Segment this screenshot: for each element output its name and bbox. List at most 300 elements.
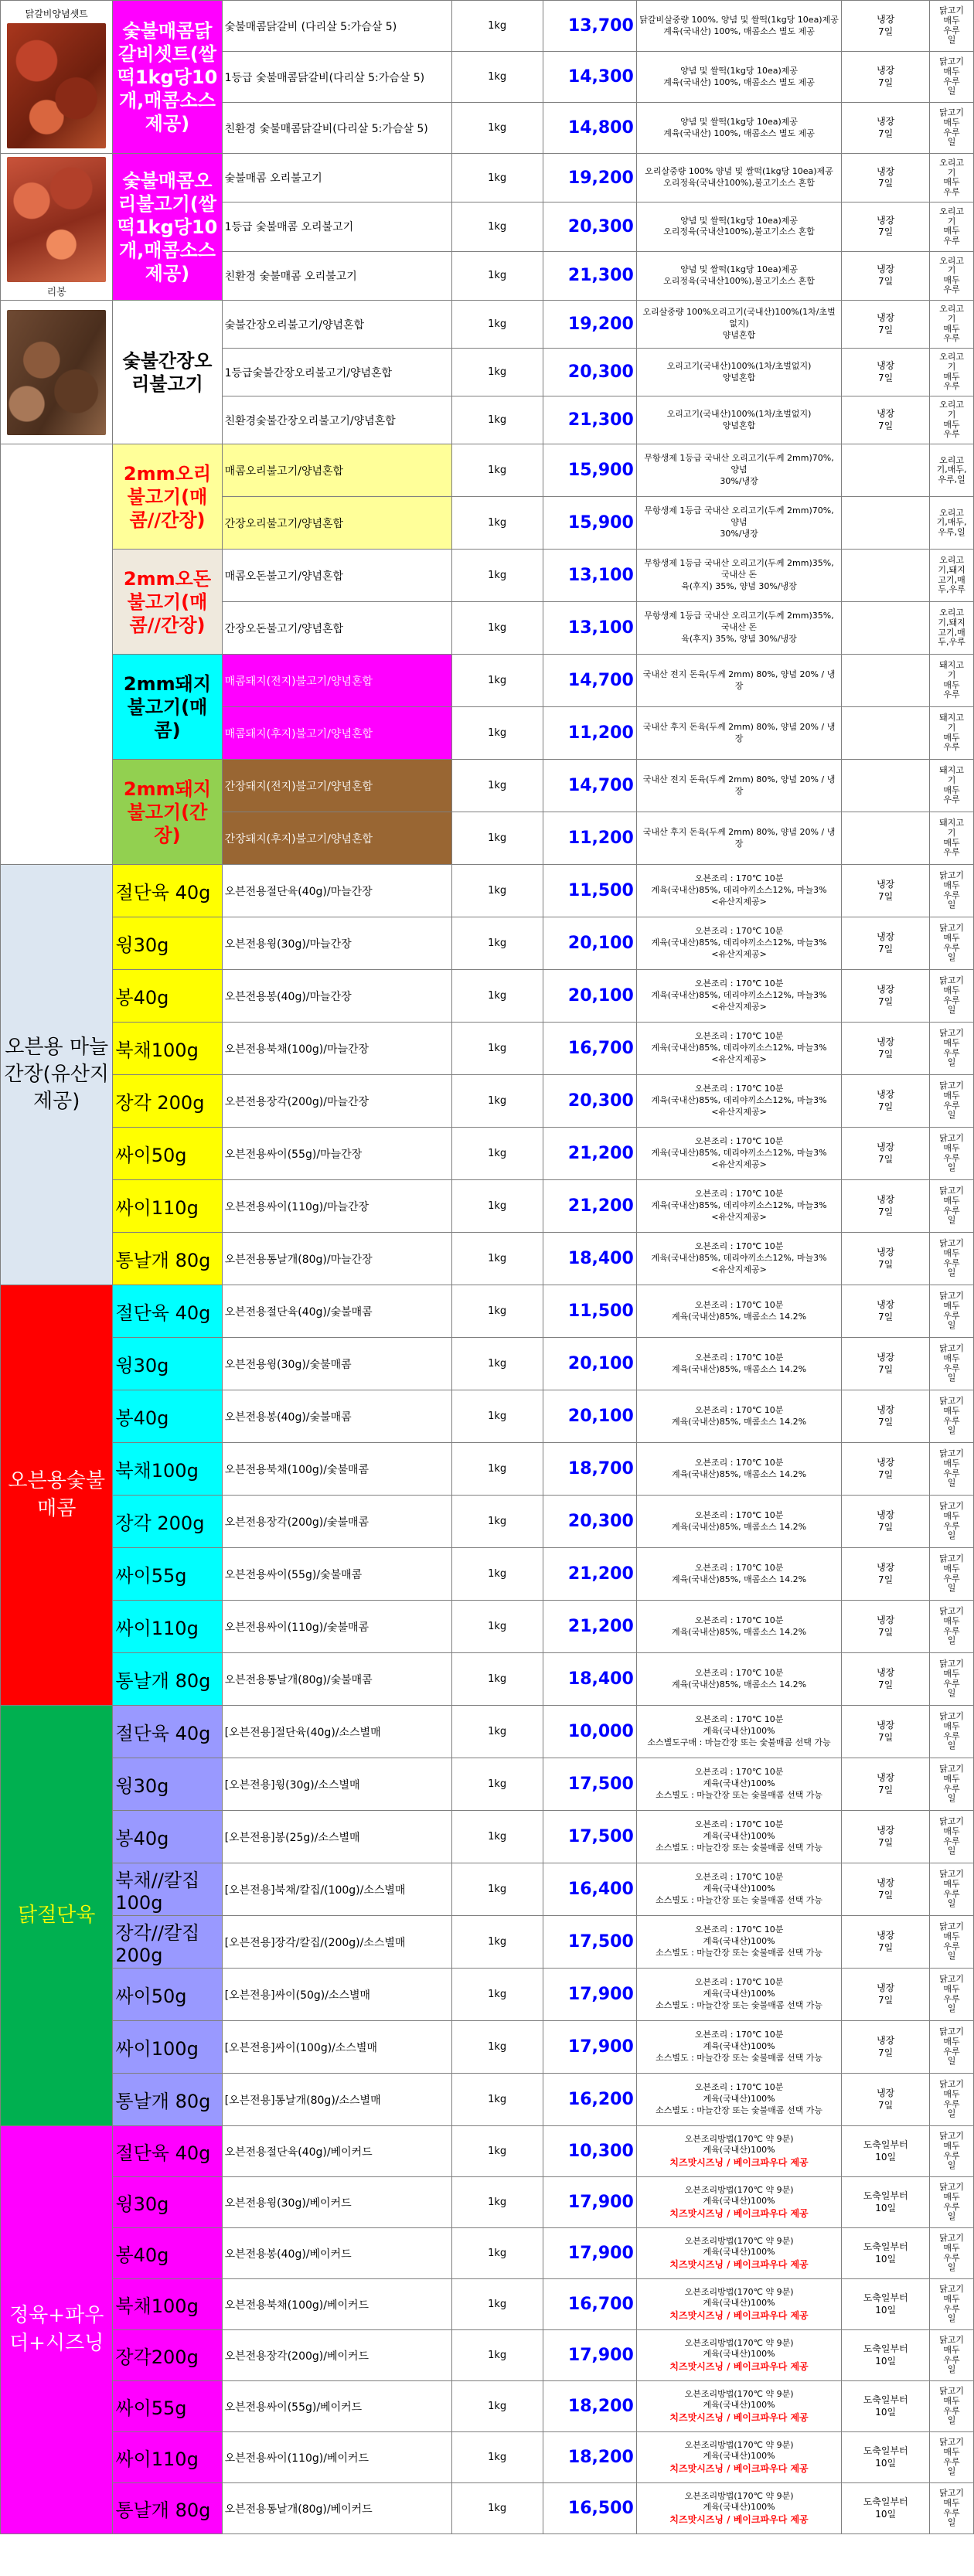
allergen-note: 돼지고 기 매두 우루 xyxy=(930,812,974,865)
description xyxy=(636,2021,841,2074)
product-name: 매콤오돈불고기/양념혼합 xyxy=(222,550,451,602)
storage xyxy=(842,602,930,655)
allergen-note: 닭고기 매두 우루 일 xyxy=(930,1285,974,1338)
price: 20,100 xyxy=(543,970,636,1023)
description-text: 오븐조리 : 170℃ 10분 계육(국내산)100% 소스별도 : 마늘간장 또는 숯불매콤 선택 가능 xyxy=(656,2082,823,2115)
weight: 1kg xyxy=(451,1180,543,1233)
table-row xyxy=(1,1601,974,1653)
cut-size: 장각 200g xyxy=(113,1496,222,1548)
description-text: 오븐조리 : 170℃ 10분 계육(국내산)85%, 매콤소스 14.2% xyxy=(671,1299,807,1322)
weight: 1kg xyxy=(451,2483,543,2534)
marinated-duck-photo xyxy=(7,157,106,282)
allergen-note: 닭고기 매두 우루 일 xyxy=(930,1706,974,1758)
group-label: 닭절단육 xyxy=(1,1706,113,2126)
cut-size: 절단육 40g xyxy=(113,1285,222,1338)
product-name: [오븐전용]싸이(100g)/소스별매 xyxy=(222,2021,451,2074)
allergen-note: 오리고 기 매두 우루 xyxy=(930,396,974,444)
description-text: 오븐조리 : 170℃ 10분 계육(국내산)100% 소스별도 : 마늘간장 또는 숯불매콤 선택 가능 xyxy=(656,1767,823,1800)
allergen-note: 닭고기 매두 우루 일 xyxy=(930,1233,974,1285)
cut-size: 절단육 40g xyxy=(113,1706,222,1758)
cut-size: 통날개 80g xyxy=(113,1653,222,1706)
storage: 도축일부터 10일 xyxy=(842,2126,930,2177)
description xyxy=(636,1496,841,1548)
product-name: 오븐전용절단육(40g)/베이커드 xyxy=(222,2126,451,2177)
product-name: 오븐전용윙(30g)/숯불매콤 xyxy=(222,1338,451,1390)
allergen-note: 닭고기 매두 우루 일 xyxy=(930,2074,974,2126)
description-text: 오븐조리 : 170℃ 10분 계육(국내산)85%, 매콤소스 14.2% xyxy=(671,1457,807,1479)
allergen-note: 돼지고 기 매두 우루 xyxy=(930,655,974,707)
description-text: 오븐조리 : 170℃ 10분 계육(국내산)85%, 매콤소스 14.2% xyxy=(671,1404,807,1427)
price: 18,200 xyxy=(543,2432,636,2483)
product-name: 오븐전용윙(30g)/베이커드 xyxy=(222,2177,451,2228)
product-photo-cell xyxy=(1,1,113,154)
cut-size: 북채100g xyxy=(113,1443,222,1496)
price: 14,300 xyxy=(543,52,636,103)
seasoning-note: 치즈맛시즈닝 / 베이크파우다 제공 xyxy=(669,2208,809,2220)
cut-size: 봉40g xyxy=(113,2228,222,2279)
table-row xyxy=(1,1653,974,1706)
description-text: 오븐조리방법(170℃ 약 9분) 계육(국내산)100% xyxy=(684,2337,794,2360)
weight: 1kg xyxy=(451,1653,543,1706)
description xyxy=(636,1653,841,1706)
description xyxy=(636,1233,841,1285)
description: 국내산 전지 돈육(두께 2mm) 80%, 양념 20% / 냉장 xyxy=(636,655,841,707)
allergen-note: 오리고 기 매두 우루 xyxy=(930,301,974,349)
allergen-note: 닭고기 매두 우루 일 xyxy=(930,1548,974,1601)
description xyxy=(636,1338,841,1390)
product-name: 오븐전용절단육(40g)/마늘간장 xyxy=(222,865,451,917)
product-name: [오븐전용]윙(30g)/소스별매 xyxy=(222,1758,451,1811)
storage: 냉장 7일 xyxy=(842,1653,930,1706)
table-row xyxy=(1,1496,974,1548)
weight: 1kg xyxy=(451,1128,543,1180)
storage xyxy=(842,550,930,602)
allergen-note: 오리고 기 매두 우루 xyxy=(930,251,974,300)
storage: 냉장 7일 xyxy=(842,1338,930,1390)
storage: 냉장 7일 xyxy=(842,301,930,349)
price: 17,900 xyxy=(543,2228,636,2279)
weight: 1kg xyxy=(451,812,543,865)
weight: 1kg xyxy=(451,602,543,655)
allergen-note: 오리고 기 매두 우루 xyxy=(930,202,974,251)
storage: 냉장 7일 xyxy=(842,917,930,970)
storage: 냉장 7일 xyxy=(842,396,930,444)
storage: 냉장 7일 xyxy=(842,52,930,103)
storage: 냉장 7일 xyxy=(842,2021,930,2074)
weight: 1kg xyxy=(451,349,543,396)
price: 20,300 xyxy=(543,202,636,251)
price: 13,100 xyxy=(543,602,636,655)
description: 닭갈비살중량 100%, 양념 및 쌀떡(1kg당 10ea)제공 계육(국내산) 100%, 매콤소스 별도 제공 xyxy=(636,1,841,52)
allergen-note: 닭고기 매두 우루 일 xyxy=(930,1338,974,1390)
storage: 냉장 7일 xyxy=(842,1548,930,1601)
allergen-note: 오리고 기,돼지 고기,매 두,우루 xyxy=(930,602,974,655)
table-row xyxy=(1,1075,974,1128)
soy-duck-photo xyxy=(7,310,106,435)
weight: 1kg xyxy=(451,52,543,103)
allergen-note: 돼지고 기 매두 우루 xyxy=(930,760,974,812)
product-name: 간장돼지(전지)불고기/양념혼합 xyxy=(222,760,451,812)
price: 17,500 xyxy=(543,1916,636,1969)
category-label: 2mm오리불고기(매콤//간장) xyxy=(113,444,222,550)
product-name: 오븐전용싸이(55g)/마늘간장 xyxy=(222,1128,451,1180)
product-name: 친환경 숯불매콤닭갈비(다리살 5:가슴살 5) xyxy=(222,103,451,154)
description xyxy=(636,1023,841,1075)
description xyxy=(636,1863,841,1916)
table-row xyxy=(1,1338,974,1390)
product-name: 오븐전용싸이(110g)/숯불매콤 xyxy=(222,1601,451,1653)
storage: 도축일부터 10일 xyxy=(842,2177,930,2228)
cut-size: 장각200g xyxy=(113,2330,222,2381)
cut-size: 싸이55g xyxy=(113,2381,222,2432)
description-text: 오븐조리 : 170℃ 10분 계육(국내산)85%, 데리야끼소스12%, 마늘3% <유산지제공> xyxy=(651,1241,827,1274)
weight: 1kg xyxy=(451,1916,543,1969)
storage: 냉장 7일 xyxy=(842,1128,930,1180)
price: 21,200 xyxy=(543,1128,636,1180)
description: 무항생제 1등급 국내산 오리고기(두께 2mm)35%, 국내산 돈 육(후지) 35%, 양념 30%/냉장 xyxy=(636,602,841,655)
price: 15,900 xyxy=(543,497,636,550)
storage: 냉장 7일 xyxy=(842,1863,930,1916)
description xyxy=(636,917,841,970)
table-row xyxy=(1,2432,974,2483)
storage: 도축일부터 10일 xyxy=(842,2432,930,2483)
description xyxy=(636,1811,841,1863)
cut-size: 북채100g xyxy=(113,2279,222,2330)
allergen-note: 닭고기 매두 우루 일 xyxy=(930,2330,974,2381)
product-name: 오븐전용봉(40g)/마늘간장 xyxy=(222,970,451,1023)
allergen-note: 닭고기 매두 우루 일 xyxy=(930,2279,974,2330)
allergen-note: 오리고 기,매두, 우루,일 xyxy=(930,444,974,497)
description xyxy=(636,865,841,917)
description: 양념 및 쌀떡(1kg당 10ea)제공 오리정육(국내산100%),불고기소스 혼합 xyxy=(636,202,841,251)
product-name: 오븐전용통날개(80g)/마늘간장 xyxy=(222,1233,451,1285)
allergen-note: 닭고기 매두 우루 일 xyxy=(930,917,974,970)
description xyxy=(636,2126,841,2177)
table-row xyxy=(1,1023,974,1075)
description-text: 오븐조리 : 170℃ 10분 계육(국내산)100% 소스별도 : 마늘간장 또는 숯불매콤 선택 가능 xyxy=(656,1977,823,2010)
cut-size: 북채//칼집100g xyxy=(113,1863,222,1916)
table-row xyxy=(1,2330,974,2381)
allergen-note: 닭고기 매두 우루 일 xyxy=(930,1916,974,1969)
price: 20,300 xyxy=(543,1075,636,1128)
product-name: 오븐전용싸이(110g)/마늘간장 xyxy=(222,1180,451,1233)
product-photo-cell xyxy=(1,301,113,444)
weight: 1kg xyxy=(451,497,543,550)
group-label: 오븐용숯불매콤 xyxy=(1,1285,113,1706)
cut-size: 절단육 40g xyxy=(113,865,222,917)
description-text: 오븐조리 : 170℃ 10분 계육(국내산)85%, 데리야끼소스12%, 마늘3% <유산지제공> xyxy=(651,1031,827,1064)
side-note: 리봉 xyxy=(46,287,66,298)
product-name: 오븐전용봉(40g)/숯불매콤 xyxy=(222,1390,451,1443)
weight: 1kg xyxy=(451,1075,543,1128)
description xyxy=(636,1128,841,1180)
price: 17,500 xyxy=(543,1811,636,1863)
seasoning-note: 치즈맛시즈닝 / 베이크파우다 제공 xyxy=(669,2259,809,2271)
table-row xyxy=(1,970,974,1023)
cut-size: 싸이110g xyxy=(113,2432,222,2483)
product-name: 1등급 숯불매콤닭갈비(다리살 5:가슴살 5) xyxy=(222,52,451,103)
product-name: 오븐전용북채(100g)/숯불매콤 xyxy=(222,1443,451,1496)
table-row xyxy=(1,2021,974,2074)
price: 20,100 xyxy=(543,1390,636,1443)
storage xyxy=(842,707,930,760)
category-label: 2mm돼지불고기(간장) xyxy=(113,760,222,865)
price: 17,500 xyxy=(543,1758,636,1811)
description-text: 오븐조리방법(170℃ 약 9분) 계육(국내산)100% xyxy=(684,2286,794,2309)
product-name: 오븐전용장각(200g)/마늘간장 xyxy=(222,1075,451,1128)
weight: 1kg xyxy=(451,1548,543,1601)
allergen-note: 닭고기 매두 우루 일 xyxy=(930,1128,974,1180)
top-left-note: 닭갈비양념셋트 xyxy=(25,9,88,19)
description-text: 오븐조리 : 170℃ 10분 계육(국내산)85%, 매콤소스 14.2% xyxy=(671,1509,807,1532)
price: 17,900 xyxy=(543,2021,636,2074)
description: 오리고기(국내산)100%(1차/초벌없지) 양념혼합 xyxy=(636,396,841,444)
storage: 냉장 7일 xyxy=(842,1285,930,1338)
description-text: 오븐조리 : 170℃ 10분 계육(국내산)85%, 데리야끼소스12%, 마늘3% <유산지제공> xyxy=(651,978,827,1012)
product-name: 친환경숯불간장오리불고기/양념혼합 xyxy=(222,396,451,444)
weight: 1kg xyxy=(451,1811,543,1863)
description-text: 오븐조리 : 170℃ 10분 계육(국내산)85%, 데리야끼소스12%, 마늘3% <유산지제공> xyxy=(651,1084,827,1117)
product-name: 매콤돼지(전지)불고기/양념혼합 xyxy=(222,655,451,707)
weight: 1kg xyxy=(451,865,543,917)
storage: 냉장 7일 xyxy=(842,202,930,251)
marinated-chicken-photo xyxy=(7,23,106,148)
table-row xyxy=(1,2177,974,2228)
storage: 냉장 7일 xyxy=(842,1496,930,1548)
price: 21,300 xyxy=(543,396,636,444)
seasoning-note: 치즈맛시즈닝 / 베이크파우다 제공 xyxy=(669,2463,809,2475)
price: 19,200 xyxy=(543,301,636,349)
group-label: 오븐용 마늘간장(유산지제공) xyxy=(1,865,113,1285)
weight: 1kg xyxy=(451,2381,543,2432)
description-text: 오븐조리 : 170℃ 10분 계육(국내산)85%, 매콤소스 14.2% xyxy=(671,1352,807,1374)
storage: 냉장 7일 xyxy=(842,1075,930,1128)
price: 21,200 xyxy=(543,1180,636,1233)
price: 14,800 xyxy=(543,103,636,154)
description xyxy=(636,1180,841,1233)
storage: 냉장 7일 xyxy=(842,1706,930,1758)
description xyxy=(636,2381,841,2432)
product-name: 오븐전용싸이(55g)/숯불매콤 xyxy=(222,1548,451,1601)
price: 10,300 xyxy=(543,2126,636,2177)
allergen-note: 닭고기 매두 우루 일 xyxy=(930,1496,974,1548)
description-text: 오븐조리 : 170℃ 10분 계육(국내산)100% 소스별도구매 : 마늘간장 또는 숯불매콤 선택 가능 xyxy=(647,1714,831,1747)
weight: 1kg xyxy=(451,1390,543,1443)
allergen-note: 닭고기 매두 우루 일 xyxy=(930,865,974,917)
description xyxy=(636,2330,841,2381)
price: 20,100 xyxy=(543,1338,636,1390)
allergen-note: 닭고기 매두 우루 일 xyxy=(930,1601,974,1653)
allergen-note: 닭고기 매두 우루 일 xyxy=(930,970,974,1023)
table-row xyxy=(1,1180,974,1233)
table-row xyxy=(1,2381,974,2432)
description: 국내산 후지 돈육(두께 2mm) 80%, 양념 20% / 냉장 xyxy=(636,707,841,760)
table-row xyxy=(1,1969,974,2021)
allergen-note: 오리고 기 매두 우루 xyxy=(930,349,974,396)
storage: 냉장 7일 xyxy=(842,1443,930,1496)
table-row xyxy=(1,1863,974,1916)
allergen-note: 닭고기 매두 우루 일 xyxy=(930,1075,974,1128)
price: 18,400 xyxy=(543,1233,636,1285)
allergen-note: 닭고기 매두 우루 일 xyxy=(930,1969,974,2021)
price: 17,900 xyxy=(543,2330,636,2381)
table-row xyxy=(1,1758,974,1811)
description: 국내산 전지 돈육(두께 2mm) 80%, 양념 20% / 냉장 xyxy=(636,760,841,812)
cut-size: 싸이50g xyxy=(113,1969,222,2021)
category-label: 숯불간장오리불고기 xyxy=(113,301,222,444)
weight: 1kg xyxy=(451,1863,543,1916)
storage: 도축일부터 10일 xyxy=(842,2279,930,2330)
weight: 1kg xyxy=(451,301,543,349)
description: 양념 및 쌀떡(1kg당 10ea)제공 오리정육(국내산100%),불고기소스 혼합 xyxy=(636,251,841,300)
description-text: 오븐조리 : 170℃ 10분 계육(국내산)85%, 매콤소스 14.2% xyxy=(671,1615,807,1637)
price: 15,900 xyxy=(543,444,636,497)
product-name: 매콤오리불고기/양념혼합 xyxy=(222,444,451,497)
price: 19,200 xyxy=(543,154,636,202)
allergen-note: 닭고기 매두 우루 일 xyxy=(930,1023,974,1075)
price: 11,500 xyxy=(543,1285,636,1338)
cut-size: 윙30g xyxy=(113,1338,222,1390)
price: 18,200 xyxy=(543,2381,636,2432)
weight: 1kg xyxy=(451,1,543,52)
product-name: 오븐전용싸이(55g)/베이커드 xyxy=(222,2381,451,2432)
allergen-note: 닭고기 매두 우루 일 xyxy=(930,103,974,154)
weight: 1kg xyxy=(451,2021,543,2074)
table-row xyxy=(1,1916,974,1969)
seasoning-note: 치즈맛시즈닝 / 베이크파우다 제공 xyxy=(669,2412,809,2424)
price: 21,200 xyxy=(543,1548,636,1601)
description-text: 오븐조리 : 170℃ 10분 계육(국내산)85%, 데리야끼소스12%, 마늘3% <유산지제공> xyxy=(651,926,827,959)
storage: 도축일부터 10일 xyxy=(842,2483,930,2534)
weight: 1kg xyxy=(451,760,543,812)
description xyxy=(636,2483,841,2534)
storage: 도축일부터 10일 xyxy=(842,2228,930,2279)
table-row xyxy=(1,2483,974,2534)
description xyxy=(636,1390,841,1443)
cut-size: 윙30g xyxy=(113,1758,222,1811)
description xyxy=(636,2432,841,2483)
price: 20,300 xyxy=(543,1496,636,1548)
price: 21,200 xyxy=(543,1601,636,1653)
description xyxy=(636,1969,841,2021)
cut-size: 싸이55g xyxy=(113,1548,222,1601)
table-row xyxy=(1,760,974,812)
storage: 냉장 7일 xyxy=(842,1758,930,1811)
allergen-note: 닭고기 매두 우루 일 xyxy=(930,1390,974,1443)
product-name: 오븐전용장각(200g)/숯불매콤 xyxy=(222,1496,451,1548)
allergen-note: 닭고기 매두 우루 일 xyxy=(930,1811,974,1863)
storage: 도축일부터 10일 xyxy=(842,2330,930,2381)
cut-size: 윙30g xyxy=(113,2177,222,2228)
price: 16,500 xyxy=(543,2483,636,2534)
storage: 냉장 7일 xyxy=(842,1233,930,1285)
description-text: 오븐조리방법(170℃ 약 9분) 계육(국내산)100% xyxy=(684,2184,794,2207)
product-name: 숯불간장오리불고기/양념혼합 xyxy=(222,301,451,349)
allergen-note: 닭고기 매두 우루 일 xyxy=(930,1,974,52)
table-row xyxy=(1,2074,974,2126)
description-text: 오븐조리 : 170℃ 10분 계육(국내산)100% 소스별도 : 마늘간장 또는 숯불매콤 선택 가능 xyxy=(656,1924,823,1958)
product-name: 오븐전용장각(200g)/베이커드 xyxy=(222,2330,451,2381)
description-text: 오븐조리 : 170℃ 10분 계육(국내산)85%, 매콤소스 14.2% xyxy=(671,1562,807,1584)
weight: 1kg xyxy=(451,970,543,1023)
description xyxy=(636,2074,841,2126)
table-row xyxy=(1,1548,974,1601)
weight: 1kg xyxy=(451,1969,543,2021)
cut-size: 북채100g xyxy=(113,1023,222,1075)
table-row xyxy=(1,444,974,497)
seasoning-note: 치즈맛시즈닝 / 베이크파우다 제공 xyxy=(669,2310,809,2322)
storage xyxy=(842,497,930,550)
description: 무항생제 1등급 국내산 오리고기(두께 2mm)70%, 양념 30%/냉장 xyxy=(636,444,841,497)
allergen-note: 오리고 기,매두, 우루,일 xyxy=(930,497,974,550)
allergen-note: 닭고기 매두 우루 일 xyxy=(930,1653,974,1706)
table-row xyxy=(1,1390,974,1443)
table-row xyxy=(1,2126,974,2177)
product-name: 1등급 숯불매콤 오리불고기 xyxy=(222,202,451,251)
cut-size: 싸이110g xyxy=(113,1601,222,1653)
description xyxy=(636,1601,841,1653)
allergen-note: 닭고기 매두 우루 일 xyxy=(930,52,974,103)
storage xyxy=(842,444,930,497)
storage: 냉장 7일 xyxy=(842,2074,930,2126)
price: 13,100 xyxy=(543,550,636,602)
allergen-note: 닭고기 매두 우루 일 xyxy=(930,2432,974,2483)
weight: 1kg xyxy=(451,1338,543,1390)
storage: 냉장 7일 xyxy=(842,1811,930,1863)
weight: 1kg xyxy=(451,1285,543,1338)
price: 18,700 xyxy=(543,1443,636,1496)
weight: 1kg xyxy=(451,202,543,251)
description: 국내산 후지 돈육(두께 2mm) 80%, 양념 20% / 냉장 xyxy=(636,812,841,865)
product-name: 오븐전용북채(100g)/마늘간장 xyxy=(222,1023,451,1075)
price: 16,400 xyxy=(543,1863,636,1916)
description: 오리살중량 100% 양념 및 쌀떡(1kg당 10ea)제공 오리정육(국내산100%),불고기소스 혼합 xyxy=(636,154,841,202)
storage: 냉장 7일 xyxy=(842,1,930,52)
table-row xyxy=(1,1443,974,1496)
weight: 1kg xyxy=(451,707,543,760)
product-name: 오븐전용싸이(110g)/베이커드 xyxy=(222,2432,451,2483)
description xyxy=(636,1285,841,1338)
description-text: 오븐조리 : 170℃ 10분 계육(국내산)85%, 데리야끼소스12%, 마늘3% <유산지제공> xyxy=(651,1189,827,1222)
description xyxy=(636,970,841,1023)
table-row xyxy=(1,550,974,602)
cut-size: 윙30g xyxy=(113,917,222,970)
category-label: 2mm오돈불고기(매콤//간장) xyxy=(113,550,222,655)
product-name: 오븐전용북채(100g)/베이커드 xyxy=(222,2279,451,2330)
product-photo-cell xyxy=(1,154,113,301)
seasoning-note: 치즈맛시즈닝 / 베이크파우다 제공 xyxy=(669,2361,809,2373)
price: 21,300 xyxy=(543,251,636,300)
price: 17,900 xyxy=(543,2177,636,2228)
description xyxy=(636,2177,841,2228)
cut-size: 장각 200g xyxy=(113,1075,222,1128)
table-row xyxy=(1,917,974,970)
storage: 냉장 7일 xyxy=(842,1390,930,1443)
allergen-note: 닭고기 매두 우루 일 xyxy=(930,2228,974,2279)
weight: 1kg xyxy=(451,2279,543,2330)
group-label: 정육+파우더+시즈닝 xyxy=(1,2126,113,2534)
table-row xyxy=(1,865,974,917)
weight: 1kg xyxy=(451,917,543,970)
description-text: 오븐조리 : 170℃ 10분 계육(국내산)85%, 데리야끼소스12%, 마늘3% <유산지제공> xyxy=(651,873,827,907)
description xyxy=(636,1706,841,1758)
storage: 도축일부터 10일 xyxy=(842,2381,930,2432)
allergen-note: 닭고기 매두 우루 일 xyxy=(930,1863,974,1916)
weight: 1kg xyxy=(451,1601,543,1653)
storage: 냉장 7일 xyxy=(842,1180,930,1233)
table-row xyxy=(1,2279,974,2330)
weight: 1kg xyxy=(451,1233,543,1285)
